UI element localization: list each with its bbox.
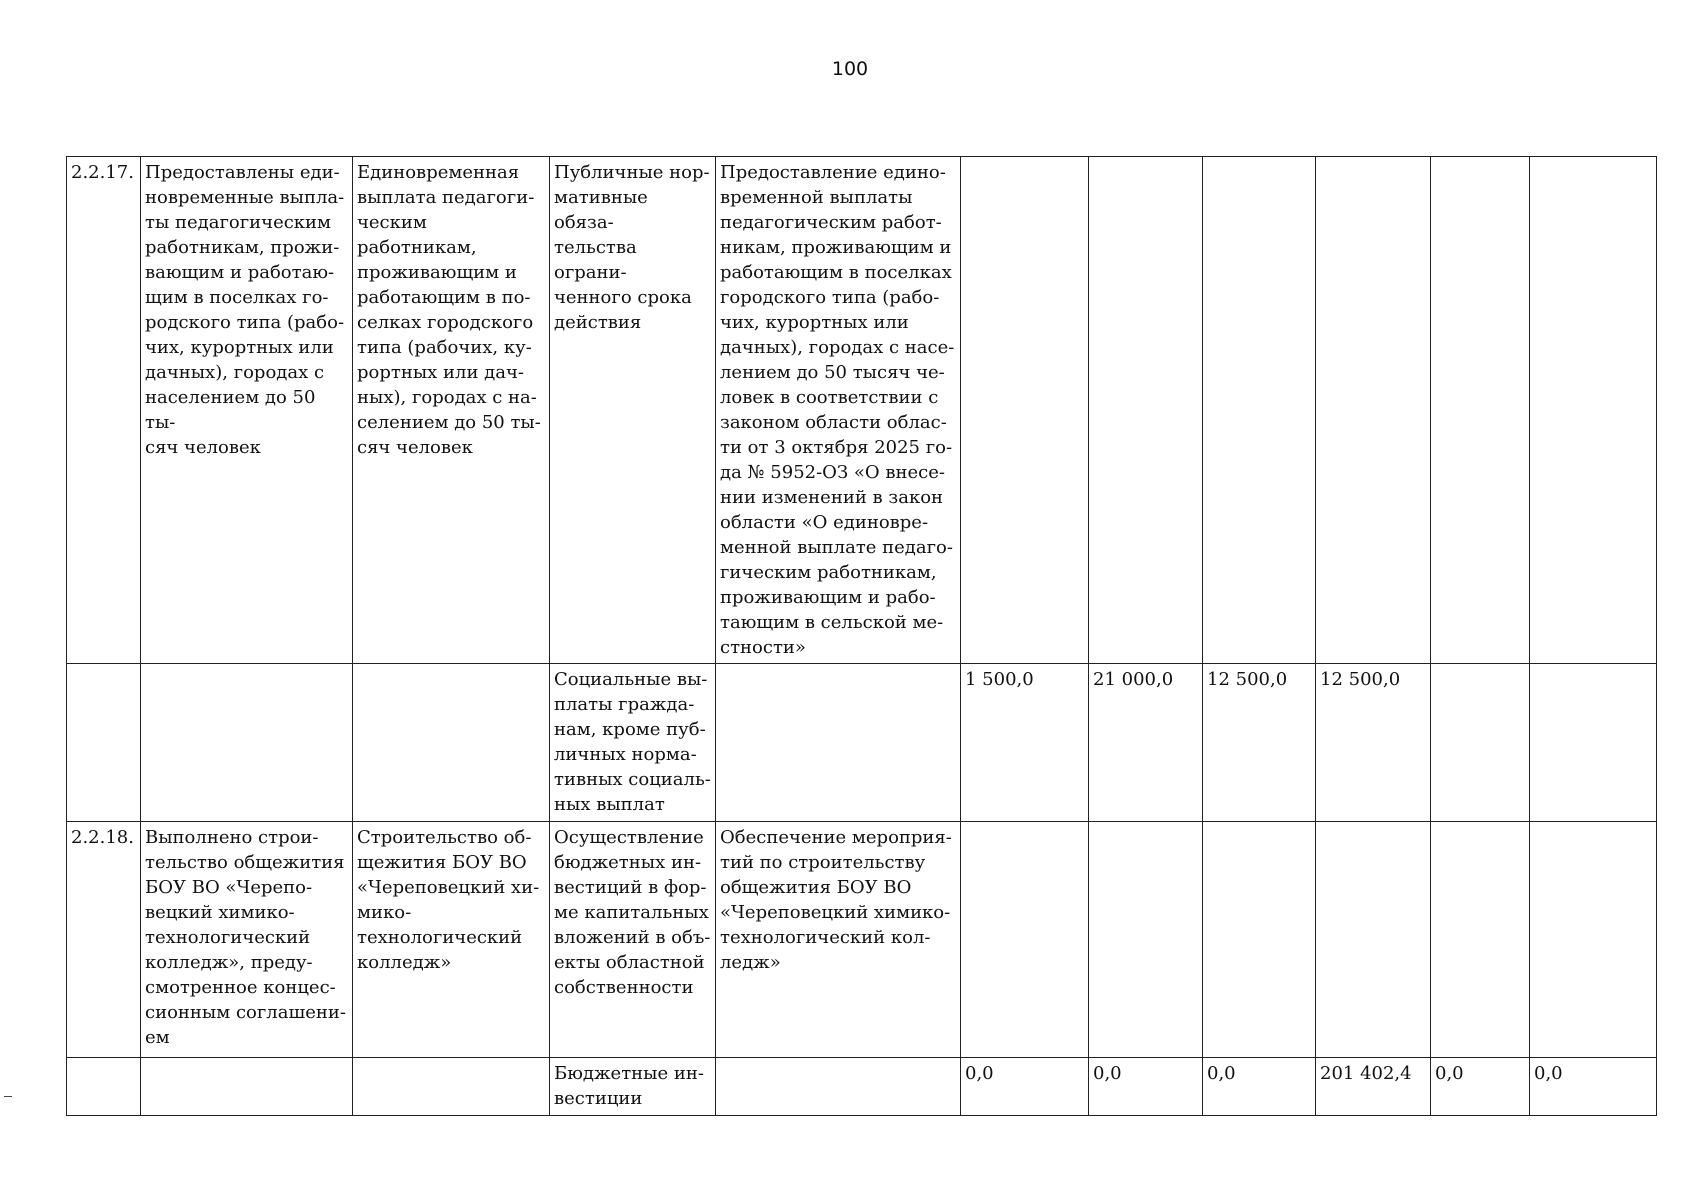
value-cell xyxy=(1530,664,1657,822)
value-cell xyxy=(1316,822,1431,1058)
budget-table xyxy=(66,156,1657,1116)
value-cell xyxy=(1431,664,1530,822)
type-cell: Социальные вы- платы гражда- нам, кроме пуб- личных норма- тивных социаль- ных выплат xyxy=(550,664,716,822)
value-cell xyxy=(1431,822,1530,1058)
row-number-cell xyxy=(67,1058,141,1116)
value-cell xyxy=(1089,822,1203,1058)
table-row xyxy=(67,822,1657,1058)
event-cell: Единовременная выплата педагоги- ческим работникам, проживающим и работающим в по- селках городского типа (рабочих, ку- рортных или дач- ных), городах с на- селением до 50 ты- сяч человек xyxy=(353,157,550,664)
value-cell xyxy=(1203,157,1316,664)
value-cell xyxy=(1316,157,1431,664)
value-cell xyxy=(1203,822,1316,1058)
value-cell xyxy=(1089,157,1203,664)
value-cell xyxy=(961,822,1089,1058)
characteristic-cell xyxy=(716,664,961,822)
value-cell xyxy=(1530,822,1657,1058)
value-cell: 0,0 xyxy=(961,1058,1089,1116)
value-cell: 12 500,0 xyxy=(1203,664,1316,822)
event-cell: Строительство об- щежития БОУ ВО «Череповецкий хи- мико- технологический колледж» xyxy=(353,822,550,1058)
value-cell: 0,0 xyxy=(1530,1058,1657,1116)
table-row xyxy=(67,664,1657,822)
event-cell xyxy=(353,664,550,822)
value-cell: 0,0 xyxy=(1089,1058,1203,1116)
type-cell: Публичные нор- мативные обяза- тельства ограни- ченного срока действия xyxy=(550,157,716,664)
margin-mark xyxy=(4,1096,12,1097)
value-cell: 21 000,0 xyxy=(1089,664,1203,822)
value-cell xyxy=(961,157,1089,664)
result-cell: Выполнено строи- тельство общежития БОУ ВО «Черепо- вецкий химико- технологический колледж», преду- смотренное концес- сионным соглашени- ем xyxy=(141,822,353,1058)
characteristic-cell xyxy=(716,1058,961,1116)
result-cell: Предоставлены еди- новременные выпла- ты педагогическим работникам, прожи- вающим и работаю- щим в поселках го- родского типа (рабо- чих, курортных или дачных), городах с населением до 50 ты- сяч человек xyxy=(141,157,353,664)
value-cell: 0,0 xyxy=(1431,1058,1530,1116)
value-cell: 1 500,0 xyxy=(961,664,1089,822)
row-number-cell xyxy=(67,664,141,822)
page-number: 100 xyxy=(831,58,869,80)
value-cell xyxy=(1530,157,1657,664)
result-cell xyxy=(141,1058,353,1116)
row-number-cell: 2.2.17. xyxy=(67,157,141,664)
type-cell: Бюджетные ин- вестиции xyxy=(550,1058,716,1116)
table-row xyxy=(67,1058,1657,1116)
value-cell: 12 500,0 xyxy=(1316,664,1431,822)
event-cell xyxy=(353,1058,550,1116)
result-cell xyxy=(141,664,353,822)
table-row xyxy=(67,157,1657,664)
row-number-cell: 2.2.18. xyxy=(67,822,141,1058)
value-cell: 201 402,4 xyxy=(1316,1058,1431,1116)
characteristic-cell: Предоставление едино- временной выплаты педагогическим работ- никам, проживающим и работающим в поселках городского типа (рабо- чих, курортных или дачных), городах с насе- лением до 50 тысяч че- ловек в соответствии с законом области облас- ти от 3 октября 2025 го- да № 5952-ОЗ «О внесе- нии изменений в закон области «О единовре- менной выплате педаго- гическим работникам, проживающим и рабо- тающим в сельской ме- стности» xyxy=(716,157,961,664)
characteristic-cell: Обеспечение мероприя- тий по строительству общежития БОУ ВО «Череповецкий химико- технологический кол- ледж» xyxy=(716,822,961,1058)
value-cell xyxy=(1431,157,1530,664)
value-cell: 0,0 xyxy=(1203,1058,1316,1116)
type-cell: Осуществление бюджетных ин- вестиций в фор- ме капитальных вложений в объ- екты областной собственности xyxy=(550,822,716,1058)
